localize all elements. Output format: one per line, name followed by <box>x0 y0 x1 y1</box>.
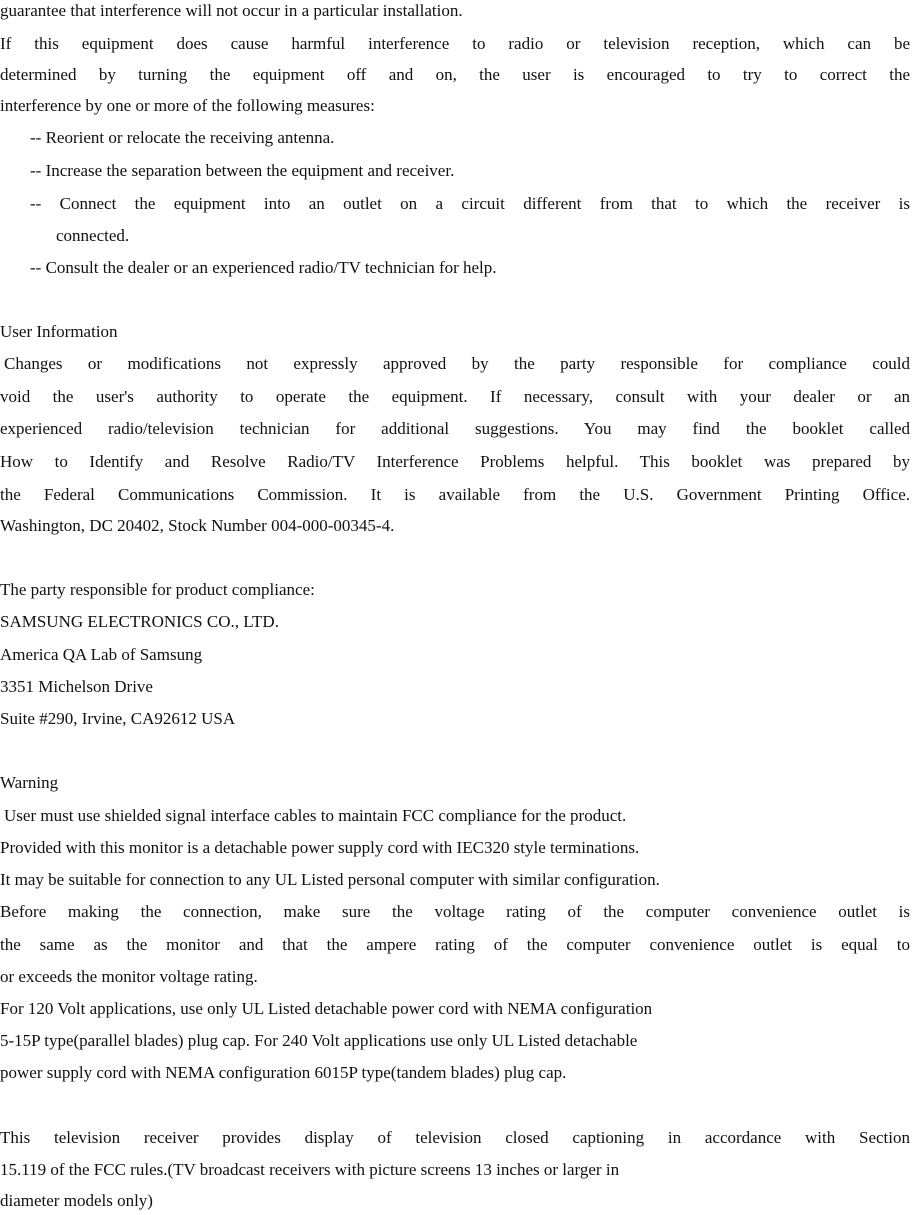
user-information-line: Washington, DC 20402, Stock Number 004-000-00345-4. <box>0 516 395 535</box>
user-information-line: Changes or modifications not expressly approved by the party responsible for compliance could <box>4 354 910 373</box>
captioning-line: diameter models only) <box>0 1191 153 1210</box>
warning-line: User must use shielded signal interface cables to maintain FCC compliance for the product. <box>4 806 627 825</box>
address-city: Suite #290, Irvine, CA92612 USA <box>0 709 236 728</box>
address-lab: America QA Lab of Samsung <box>0 645 203 664</box>
warning-line: power supply cord with NEMA configuration 6015P type(tandem blades) plug cap. <box>0 1063 567 1082</box>
user-information-line: void the user's authority to operate the equipment. If necessary, consult with your dealer or an <box>0 387 910 406</box>
measure-item: -- Consult the dealer or an experienced radio/TV technician for help. <box>30 258 497 277</box>
warning-line: or exceeds the monitor voltage rating. <box>0 967 258 986</box>
company-name: SAMSUNG ELECTRONICS CO., LTD. <box>0 612 279 631</box>
warning-heading: Warning <box>0 773 59 792</box>
user-information-line: experienced radio/television technician for additional suggestions. You may find the booklet called <box>0 419 910 438</box>
responsible-party-heading: The party responsible for product compliance: <box>0 580 315 599</box>
warning-line: Before making the connection, make sure the voltage rating of the computer convenience outlet is <box>0 902 910 921</box>
intro-line: interference by one or more of the following measures: <box>0 96 375 115</box>
warning-line: Provided with this monitor is a detachable power supply cord with IEC320 style terminations. <box>0 838 640 857</box>
measure-item: -- Increase the separation between the equipment and receiver. <box>30 161 455 180</box>
warning-line: For 120 Volt applications, use only UL Listed detachable power cord with NEMA configuration <box>0 999 653 1018</box>
warning-line: the same as the monitor and that the ampere rating of the computer convenience outlet is equal to <box>0 935 910 954</box>
user-information-line: How to Identify and Resolve Radio/TV Interference Problems helpful. This booklet was prepared by <box>0 452 910 471</box>
intro-line: guarantee that interference will not occur in a particular installation. <box>0 1 463 20</box>
intro-line: If this equipment does cause harmful interference to radio or television reception, which can be <box>0 34 910 53</box>
measure-item: -- Reorient or relocate the receiving antenna. <box>30 128 335 147</box>
captioning-line: 15.119 of the FCC rules.(TV broadcast receivers with picture screens 13 inches or larger in <box>0 1160 620 1179</box>
captioning-line: This television receiver provides display of television closed captioning in accordance with Section <box>0 1128 910 1147</box>
address-street: 3351 Michelson Drive <box>0 677 153 696</box>
measure-item-continuation: connected. <box>56 226 130 245</box>
user-information-heading: User Information <box>0 322 118 341</box>
warning-line: It may be suitable for connection to any UL Listed personal computer with similar configuration. <box>0 870 660 889</box>
intro-line: determined by turning the equipment off and on, the user is encouraged to try to correct the <box>0 65 910 84</box>
user-information-line: the Federal Communications Commission. It is available from the U.S. Government Printing Office. <box>0 485 910 504</box>
warning-line: 5-15P type(parallel blades) plug cap. For 240 Volt applications use only UL Listed detachable <box>0 1031 638 1050</box>
measure-item: -- Connect the equipment into an outlet on a circuit different from that to which the receiver is <box>30 194 910 213</box>
